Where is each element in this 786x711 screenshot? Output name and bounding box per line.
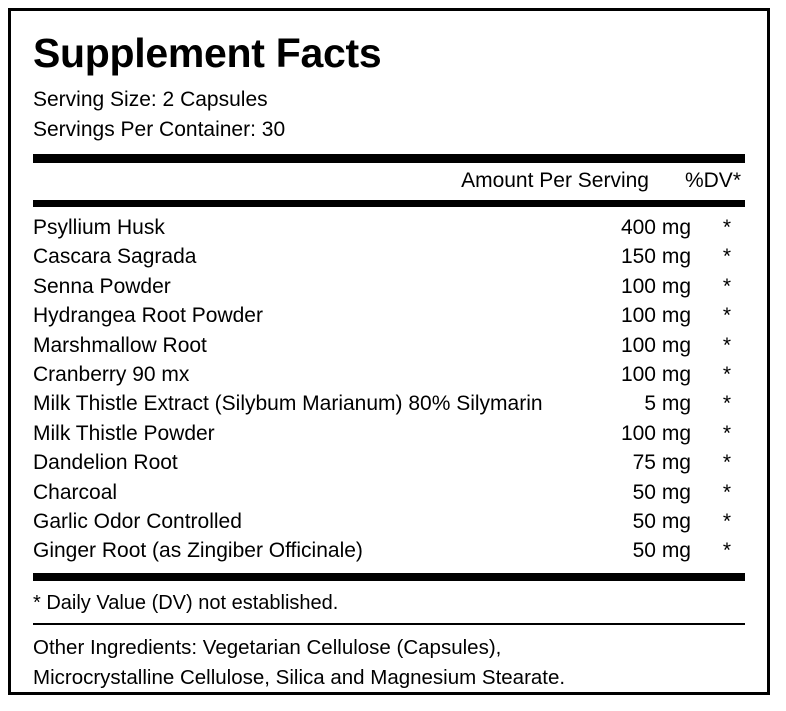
ingredient-name: Ginger Root (as Zingiber Officinale)	[33, 539, 363, 563]
divider-above-footnote	[33, 573, 745, 581]
ingredient-amount: 75 mg	[632, 451, 691, 475]
ingredient-dv: *	[722, 216, 732, 239]
column-header-amount: Amount Per Serving	[461, 169, 649, 192]
table-row	[33, 272, 745, 301]
table-row	[33, 213, 745, 242]
ingredient-dv: *	[722, 363, 732, 387]
ingredient-amount: 100 mg	[620, 333, 691, 357]
table-row	[33, 536, 745, 565]
ingredient-name: Dandelion Root	[33, 451, 178, 475]
divider-under-header	[33, 200, 745, 207]
table-row	[33, 478, 745, 507]
ingredient-amount: 100 mg	[620, 363, 691, 387]
table-row	[33, 331, 745, 360]
table-row	[33, 507, 745, 536]
ingredient-dv: *	[722, 333, 732, 357]
ingredient-name: Charcoal	[33, 480, 118, 504]
servings-per-container: Servings Per Container: 30	[33, 118, 286, 141]
ingredient-dv: *	[722, 392, 732, 416]
supplement-facts-panel	[8, 8, 770, 695]
ingredient-amount: 100 mg	[620, 274, 691, 298]
ingredient-name: Milk Thistle Powder	[33, 421, 215, 445]
ingredient-name: Milk Thistle Extract (Silybum Marianum) 80% Silymarin	[33, 392, 543, 416]
ingredient-amount: 100 mg	[620, 304, 691, 328]
ingredient-table	[33, 207, 745, 566]
ingredient-dv: *	[722, 304, 732, 328]
table-row	[33, 242, 745, 271]
ingredient-name: Hydrangea Root Powder	[33, 304, 263, 328]
ingredient-dv: *	[722, 539, 732, 563]
ingredient-amount: 50 mg	[632, 539, 691, 563]
ingredient-name: Marshmallow Root	[33, 333, 207, 357]
table-row	[33, 389, 745, 418]
other-ingredients-line-1: Other Ingredients: Vegetarian Cellulose (Capsules),	[33, 635, 502, 659]
column-header-dv: %DV*	[684, 169, 741, 192]
ingredient-dv: *	[722, 451, 732, 475]
ingredient-amount: 5 mg	[644, 392, 691, 416]
ingredient-amount: 50 mg	[632, 480, 691, 504]
ingredient-dv: *	[722, 274, 732, 298]
table-header-row	[33, 163, 745, 200]
ingredient-amount: 50 mg	[632, 510, 691, 534]
ingredient-dv: *	[722, 510, 732, 534]
ingredient-amount: 100 mg	[620, 421, 691, 445]
ingredient-name: Psyllium Husk	[33, 216, 165, 239]
ingredient-dv: *	[722, 421, 732, 445]
ingredient-amount: 150 mg	[620, 245, 691, 269]
page-title: Supplement Facts	[33, 30, 382, 76]
ingredient-dv: *	[722, 245, 732, 269]
table-row	[33, 360, 745, 389]
ingredient-name: Senna Powder	[33, 274, 171, 298]
divider-thick-top	[33, 154, 745, 163]
table-row	[33, 301, 745, 330]
table-row	[33, 448, 745, 477]
daily-value-footnote: * Daily Value (DV) not established.	[33, 591, 339, 614]
ingredient-dv: *	[722, 480, 732, 504]
supplement-facts-content	[33, 21, 745, 693]
ingredient-name: Cascara Sagrada	[33, 245, 197, 269]
table-row	[33, 419, 745, 448]
serving-size: Serving Size: 2 Capsules	[33, 88, 268, 111]
ingredient-name: Cranberry 90 mx	[33, 363, 190, 387]
ingredient-name: Garlic Odor Controlled	[33, 510, 242, 534]
other-ingredients-line-2: Microcrystalline Cellulose, Silica and Magnesium Stearate.	[33, 665, 566, 689]
ingredient-amount: 400 mg	[620, 216, 691, 239]
